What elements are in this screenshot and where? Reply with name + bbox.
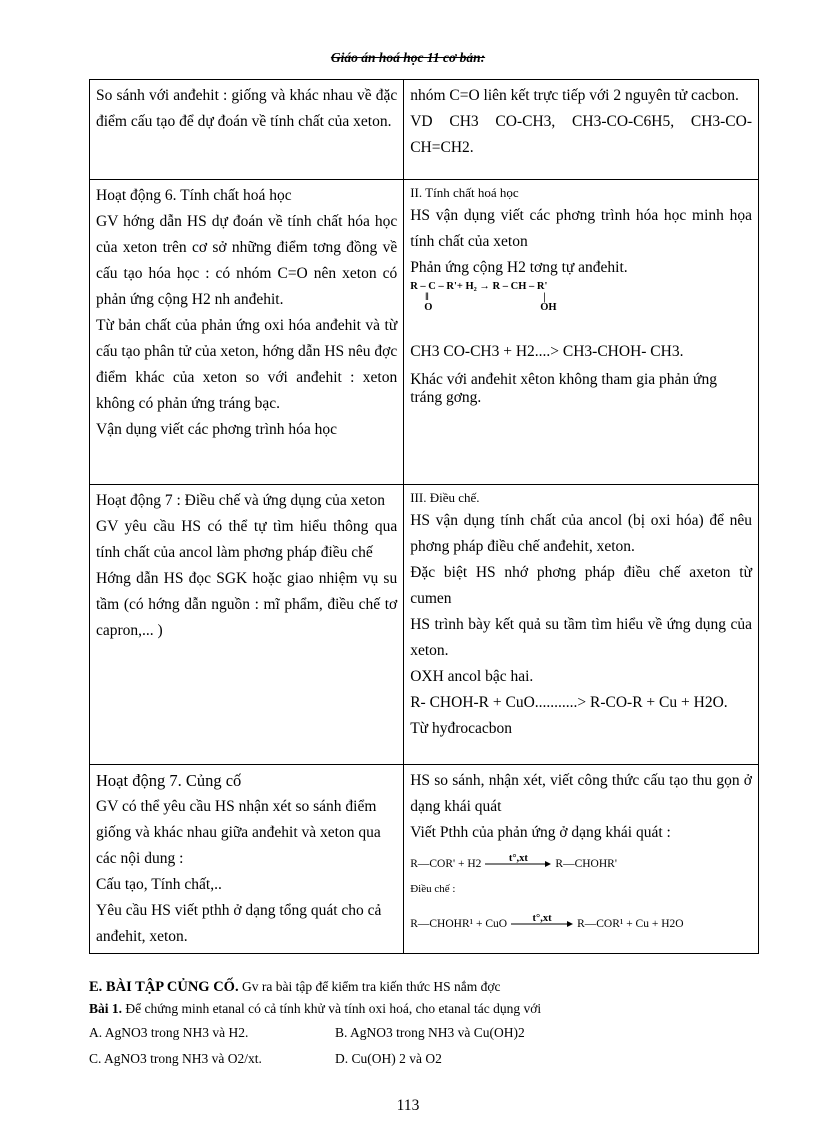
equation: CH3 CO-CH3 + H2....> CH3-CHOH- CH3. bbox=[410, 343, 684, 360]
reaction-lhs: R—COR' + H2 bbox=[410, 858, 482, 870]
option-c: C. AgNO3 trong NH3 và O2/xt. bbox=[89, 1051, 262, 1066]
exercise-intro: Gv ra bài tập để kiểm tra kiến thức HS nắm đợc bbox=[238, 979, 501, 994]
cell-text: Phản ứng cộng H2 tơng tự anđehit. bbox=[410, 259, 628, 276]
reaction-arrow bbox=[485, 853, 551, 868]
reaction-equation bbox=[410, 914, 752, 934]
cell-text: VD CH3 CO-CH3, CH3-CO-C6H5, CH3-CO-CH=CH2. bbox=[410, 113, 752, 156]
table-cell bbox=[404, 765, 759, 954]
cell-text: Từ bản chất của phản ứng oxi hóa anđehit và từ cấu tạo phân tử của xeton, hớng dẫn HS nêu đợc điểm khác của xeton so với anđehit : xeton không có phản ứng tráng bạc. bbox=[96, 317, 398, 412]
table-cell bbox=[404, 180, 759, 485]
cell-text: GV yêu cầu HS có thể tự tìm hiểu thông qua tính chất của ancol làm phơng pháp điều chế bbox=[96, 518, 398, 561]
cell-text: Yêu cầu HS viết pthh ở dạng tổng quát cho cả anđehit, xeton. bbox=[96, 902, 382, 945]
table-row bbox=[90, 485, 759, 765]
equation: R- CHOH-R + CuO...........> R-CO-R + Cu + H2O. bbox=[410, 694, 728, 711]
exercise-title: E. BÀI TẬP CỦNG CỐ. bbox=[89, 979, 239, 995]
reaction-equation bbox=[410, 854, 752, 874]
note-text: Khác với anđehit xêton không tham gia phản ứng tráng gơng. bbox=[410, 371, 717, 406]
struct-main: R – C – R'+ H₂ → R – CH – R' bbox=[410, 281, 548, 292]
table-row bbox=[90, 765, 759, 954]
structural-equation bbox=[410, 281, 752, 315]
activity-title: Hoạt động 7 : Điều chế và ứng dụng của xeton bbox=[96, 492, 386, 509]
option-row bbox=[89, 1022, 769, 1044]
table-row bbox=[90, 180, 759, 485]
section-title: III. Điều chế. bbox=[410, 490, 480, 505]
table-cell bbox=[404, 80, 759, 180]
cell-text: HS trình bày kết quả su tầm tìm hiểu về ứng dụng của xeton. bbox=[410, 616, 752, 659]
option-a: A. AgNO3 trong NH3 và H2. bbox=[89, 1025, 249, 1040]
struct-oxygen: O bbox=[424, 302, 433, 313]
table-cell bbox=[90, 485, 404, 765]
cell-text: So sánh với anđehit : giống và khác nhau về đặc điểm cấu tạo để dự đoán về tính chất của xeton. bbox=[96, 87, 398, 130]
option-d: D. Cu(OH) 2 và O2 bbox=[335, 1051, 442, 1066]
cell-text: Hớng dẫn HS đọc SGK hoặc giao nhiệm vụ su tầm (có hớng dẫn nguồn : mĩ phẩm, điều chế tơ capron,... ) bbox=[96, 570, 398, 639]
cell-text: Cấu tạo, Tính chất,.. bbox=[96, 876, 222, 893]
option-b: B. AgNO3 trong NH3 và Cu(OH)2 bbox=[335, 1025, 525, 1040]
reaction-rhs: R—COR¹ + Cu + H2O bbox=[577, 918, 684, 930]
reaction-rhs: R—CHOHR' bbox=[555, 858, 617, 870]
cell-text: HS so sánh, nhận xét, viết công thức cấu tạo thu gọn ở dạng khái quát bbox=[410, 772, 752, 815]
table-cell bbox=[404, 485, 759, 765]
section-title: II. Tính chất hoá học bbox=[410, 185, 519, 200]
cell-text: HS vận dụng tính chất của ancol (bị oxi hóa) để nêu phơng pháp điều chế anđehit, xeton. bbox=[410, 512, 752, 555]
reaction-condition: t°,xt bbox=[508, 853, 528, 864]
cell-text: nhóm C=O liên kết trực tiếp với 2 nguyên tử cacbon. bbox=[410, 87, 739, 104]
table-cell bbox=[90, 765, 404, 954]
table-cell bbox=[90, 80, 404, 180]
double-bond-mark: ‖ bbox=[425, 292, 429, 303]
exercise-section bbox=[89, 976, 769, 1070]
question-text: Để chứng minh etanal có cả tính khử và tính oxi hoá, cho etanal tác dụng với bbox=[122, 1001, 542, 1016]
cell-text: OXH ancol bậc hai. bbox=[410, 668, 534, 685]
reaction-arrow bbox=[511, 913, 573, 928]
single-bond-mark: | bbox=[543, 292, 546, 303]
cell-text: Vận dụng viết các phơng trình hóa học bbox=[96, 421, 338, 438]
activity-title: Hoạt động 7. Củng cố bbox=[96, 771, 242, 790]
struct-hydroxyl: OH bbox=[540, 302, 557, 313]
option-row bbox=[89, 1048, 769, 1070]
reaction-lhs: R—CHOHR¹ + CuO bbox=[410, 918, 508, 930]
page-number: 113 bbox=[396, 1097, 420, 1114]
table-row bbox=[90, 80, 759, 180]
lesson-table bbox=[89, 79, 759, 954]
activity-title: Hoạt động 6. Tính chất hoá học bbox=[96, 187, 292, 204]
table-cell bbox=[90, 180, 404, 485]
cell-text: GV có thể yêu cầu HS nhận xét so sánh điểm giống và khác nhau giữa anđehit và xeton qua các nội dung : bbox=[96, 798, 381, 867]
label-text: Điều chế : bbox=[410, 883, 456, 895]
cell-text: Viết Pthh của phản ứng ở dạng khái quát : bbox=[410, 824, 671, 841]
cell-text: GV hớng dẫn HS dự đoán về tính chất hóa học của xeton trên cơ sở những điểm tơng đồng về cấu tạo hóa học : có nhóm C=O nên xeton có phản ứng cộng H2 nh anđehit. bbox=[96, 213, 398, 308]
cell-text: Đặc biệt HS nhớ phơng pháp điều chế axeton từ cumen bbox=[410, 564, 752, 607]
cell-text: Từ hyđrocacbon bbox=[410, 720, 513, 737]
question-label: Bài 1. bbox=[89, 1001, 123, 1016]
cell-text: HS vận dụng viết các phơng trình hóa học minh họa tính chất của xeton bbox=[410, 207, 752, 250]
page-header: Giáo án hoá học 11 cơ bản: bbox=[330, 50, 486, 65]
reaction-condition: t°,xt bbox=[532, 913, 552, 924]
